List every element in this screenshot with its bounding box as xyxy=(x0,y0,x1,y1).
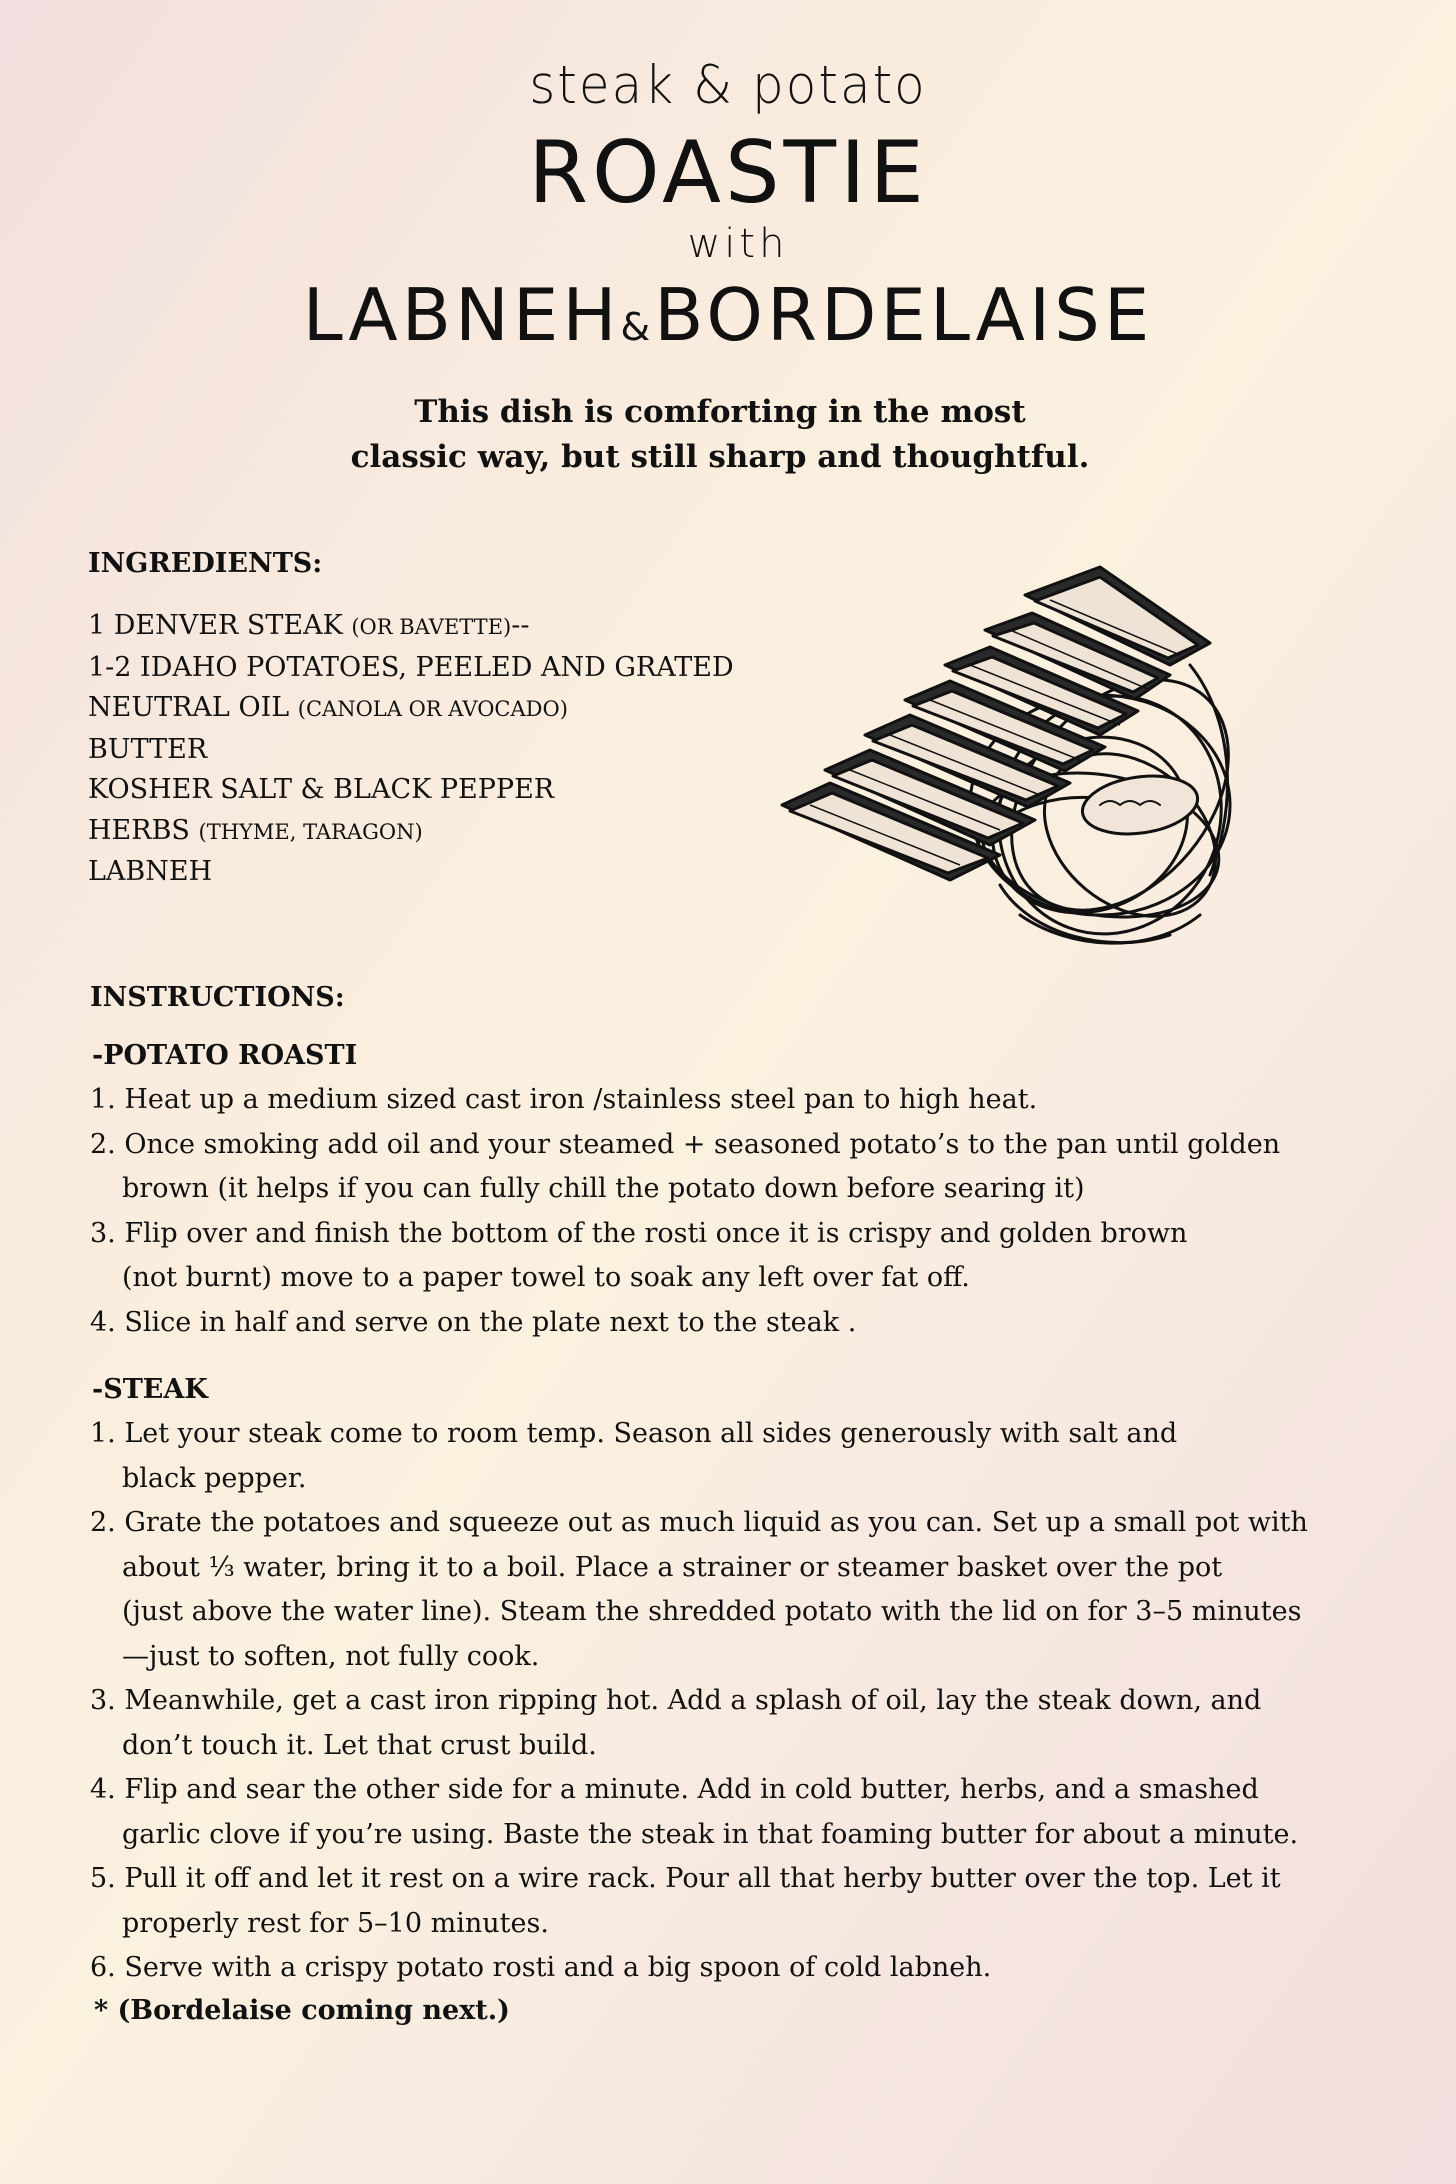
ingredient-note: (THYME, TARAGON) xyxy=(198,819,423,844)
instruction-step xyxy=(90,1078,1280,1123)
instruction-line: don’t touch it. Let that crust build. xyxy=(122,1729,597,1761)
instruction-line: 4. Slice in half and serve on the plate next to the steak . xyxy=(90,1306,857,1338)
instruction-line: 3. Meanwhile, get a cast iron ripping hot. Add a splash of oil, lay the steak down, and xyxy=(90,1685,1262,1716)
ingredient-name: HERBS xyxy=(88,814,199,846)
instruction-line: brown (it helps if you can fully chill the potato down before searing it) xyxy=(122,1173,1085,1204)
instruction-line: (just above the water line). Steam the shredded potato with the lid on for 3–5 minutes xyxy=(122,1596,1302,1627)
title-line-labneh-bordelaise xyxy=(0,273,1456,358)
instruction-step xyxy=(90,1212,1280,1301)
instruction-line: 3. Flip over and finish the bottom of the rosti once it is crispy and golden brown xyxy=(90,1217,1188,1249)
roasti-heading: -POTATO ROASTI xyxy=(92,1040,358,1071)
instruction-step xyxy=(90,1501,1308,1679)
ingredient-name: 1-2 IDAHO POTATOES, PEELED AND GRATED xyxy=(88,651,734,683)
instruction-line: 4. Flip and sear the other side for a minute. Add in cold butter, herbs, and a smashed xyxy=(90,1774,1259,1805)
instruction-step xyxy=(90,1857,1308,1946)
ingredient-tail: -- xyxy=(511,610,530,641)
title-ampersand: & xyxy=(620,305,655,350)
intro-text xyxy=(0,390,1440,480)
title-line-with: with xyxy=(687,221,789,268)
ingredient-note: (OR BAVETTE) xyxy=(351,615,512,639)
ingredient-item xyxy=(88,730,734,771)
recipe-title xyxy=(0,54,1456,358)
instruction-line: 6. Serve with a crispy potato rosti and a big spoon of cold labneh. xyxy=(90,1952,992,1983)
intro-line-1: This dish is comforting in the most xyxy=(414,394,1026,430)
ingredient-item xyxy=(88,688,734,730)
instruction-step xyxy=(90,1679,1308,1768)
roasti-steps xyxy=(90,1078,1280,1345)
ingredient-name: LABNEH xyxy=(88,856,213,887)
title-word-bordelaise: BORDELAISE xyxy=(654,273,1154,358)
title-line-steak-potato: steak & potato xyxy=(529,54,927,116)
instruction-step xyxy=(90,1412,1308,1501)
ingredient-name: BUTTER xyxy=(88,733,208,765)
steak-rosti-illustration xyxy=(770,555,1240,960)
instruction-step xyxy=(90,1768,1308,1857)
ingredient-item xyxy=(88,852,734,893)
instruction-line: —just to soften, not fully cook. xyxy=(122,1640,540,1672)
steak-heading: -STEAK xyxy=(92,1374,208,1405)
instruction-step xyxy=(90,1301,1280,1346)
instruction-line: (not burnt) move to a paper towel to soak any left over fat off. xyxy=(122,1262,970,1293)
steak-steps xyxy=(90,1412,1308,1991)
ingredient-name: NEUTRAL OIL xyxy=(88,692,298,723)
title-word-labneh: LABNEH xyxy=(302,273,621,358)
ingredients-list xyxy=(88,606,734,893)
instruction-line: 1. Heat up a medium sized cast iron /stainless steel pan to high heat. xyxy=(90,1084,1038,1115)
instruction-line: 2. Grate the potatoes and squeeze out as much liquid as you can. Set up a small pot with xyxy=(90,1507,1308,1538)
instructions-heading: INSTRUCTIONS: xyxy=(90,982,345,1013)
ingredient-name: KOSHER SALT & BLACK PEPPER xyxy=(88,774,555,805)
instruction-line: 1. Let your steak come to room temp. Season all sides generously with salt and xyxy=(90,1418,1178,1449)
instruction-line: black pepper. xyxy=(122,1462,307,1494)
title-line-roastie: ROASTIE xyxy=(528,123,928,223)
ingredient-item xyxy=(88,770,734,811)
ingredient-item xyxy=(88,648,734,689)
instruction-line: about ⅓ water, bring it to a boil. Place a strainer or steamer basket over the pot xyxy=(122,1551,1223,1583)
instruction-step xyxy=(90,1123,1280,1212)
intro-line-2: classic way, but still sharp and thoughtful. xyxy=(350,439,1090,475)
footnote: * (Bordelaise coming next.) xyxy=(94,1995,510,2026)
ingredient-item xyxy=(88,606,734,648)
ingredient-item xyxy=(88,811,734,853)
ingredients-heading: INGREDIENTS: xyxy=(88,548,323,579)
instruction-line: properly rest for 5–10 minutes. xyxy=(122,1907,549,1939)
instruction-step xyxy=(90,1946,1308,1991)
ingredient-name: 1 DENVER STEAK xyxy=(88,610,352,641)
instruction-line: garlic clove if you’re using. Baste the steak in that foaming butter for about a minute. xyxy=(122,1818,1299,1850)
ingredient-note: (CANOLA OR AVOCADO) xyxy=(297,697,568,721)
instruction-line: 2. Once smoking add oil and your steamed + seasoned potato’s to the pan until golden xyxy=(90,1128,1281,1160)
instruction-line: 5. Pull it off and let it rest on a wire rack. Pour all that herby butter over the top. Let it xyxy=(90,1863,1281,1894)
